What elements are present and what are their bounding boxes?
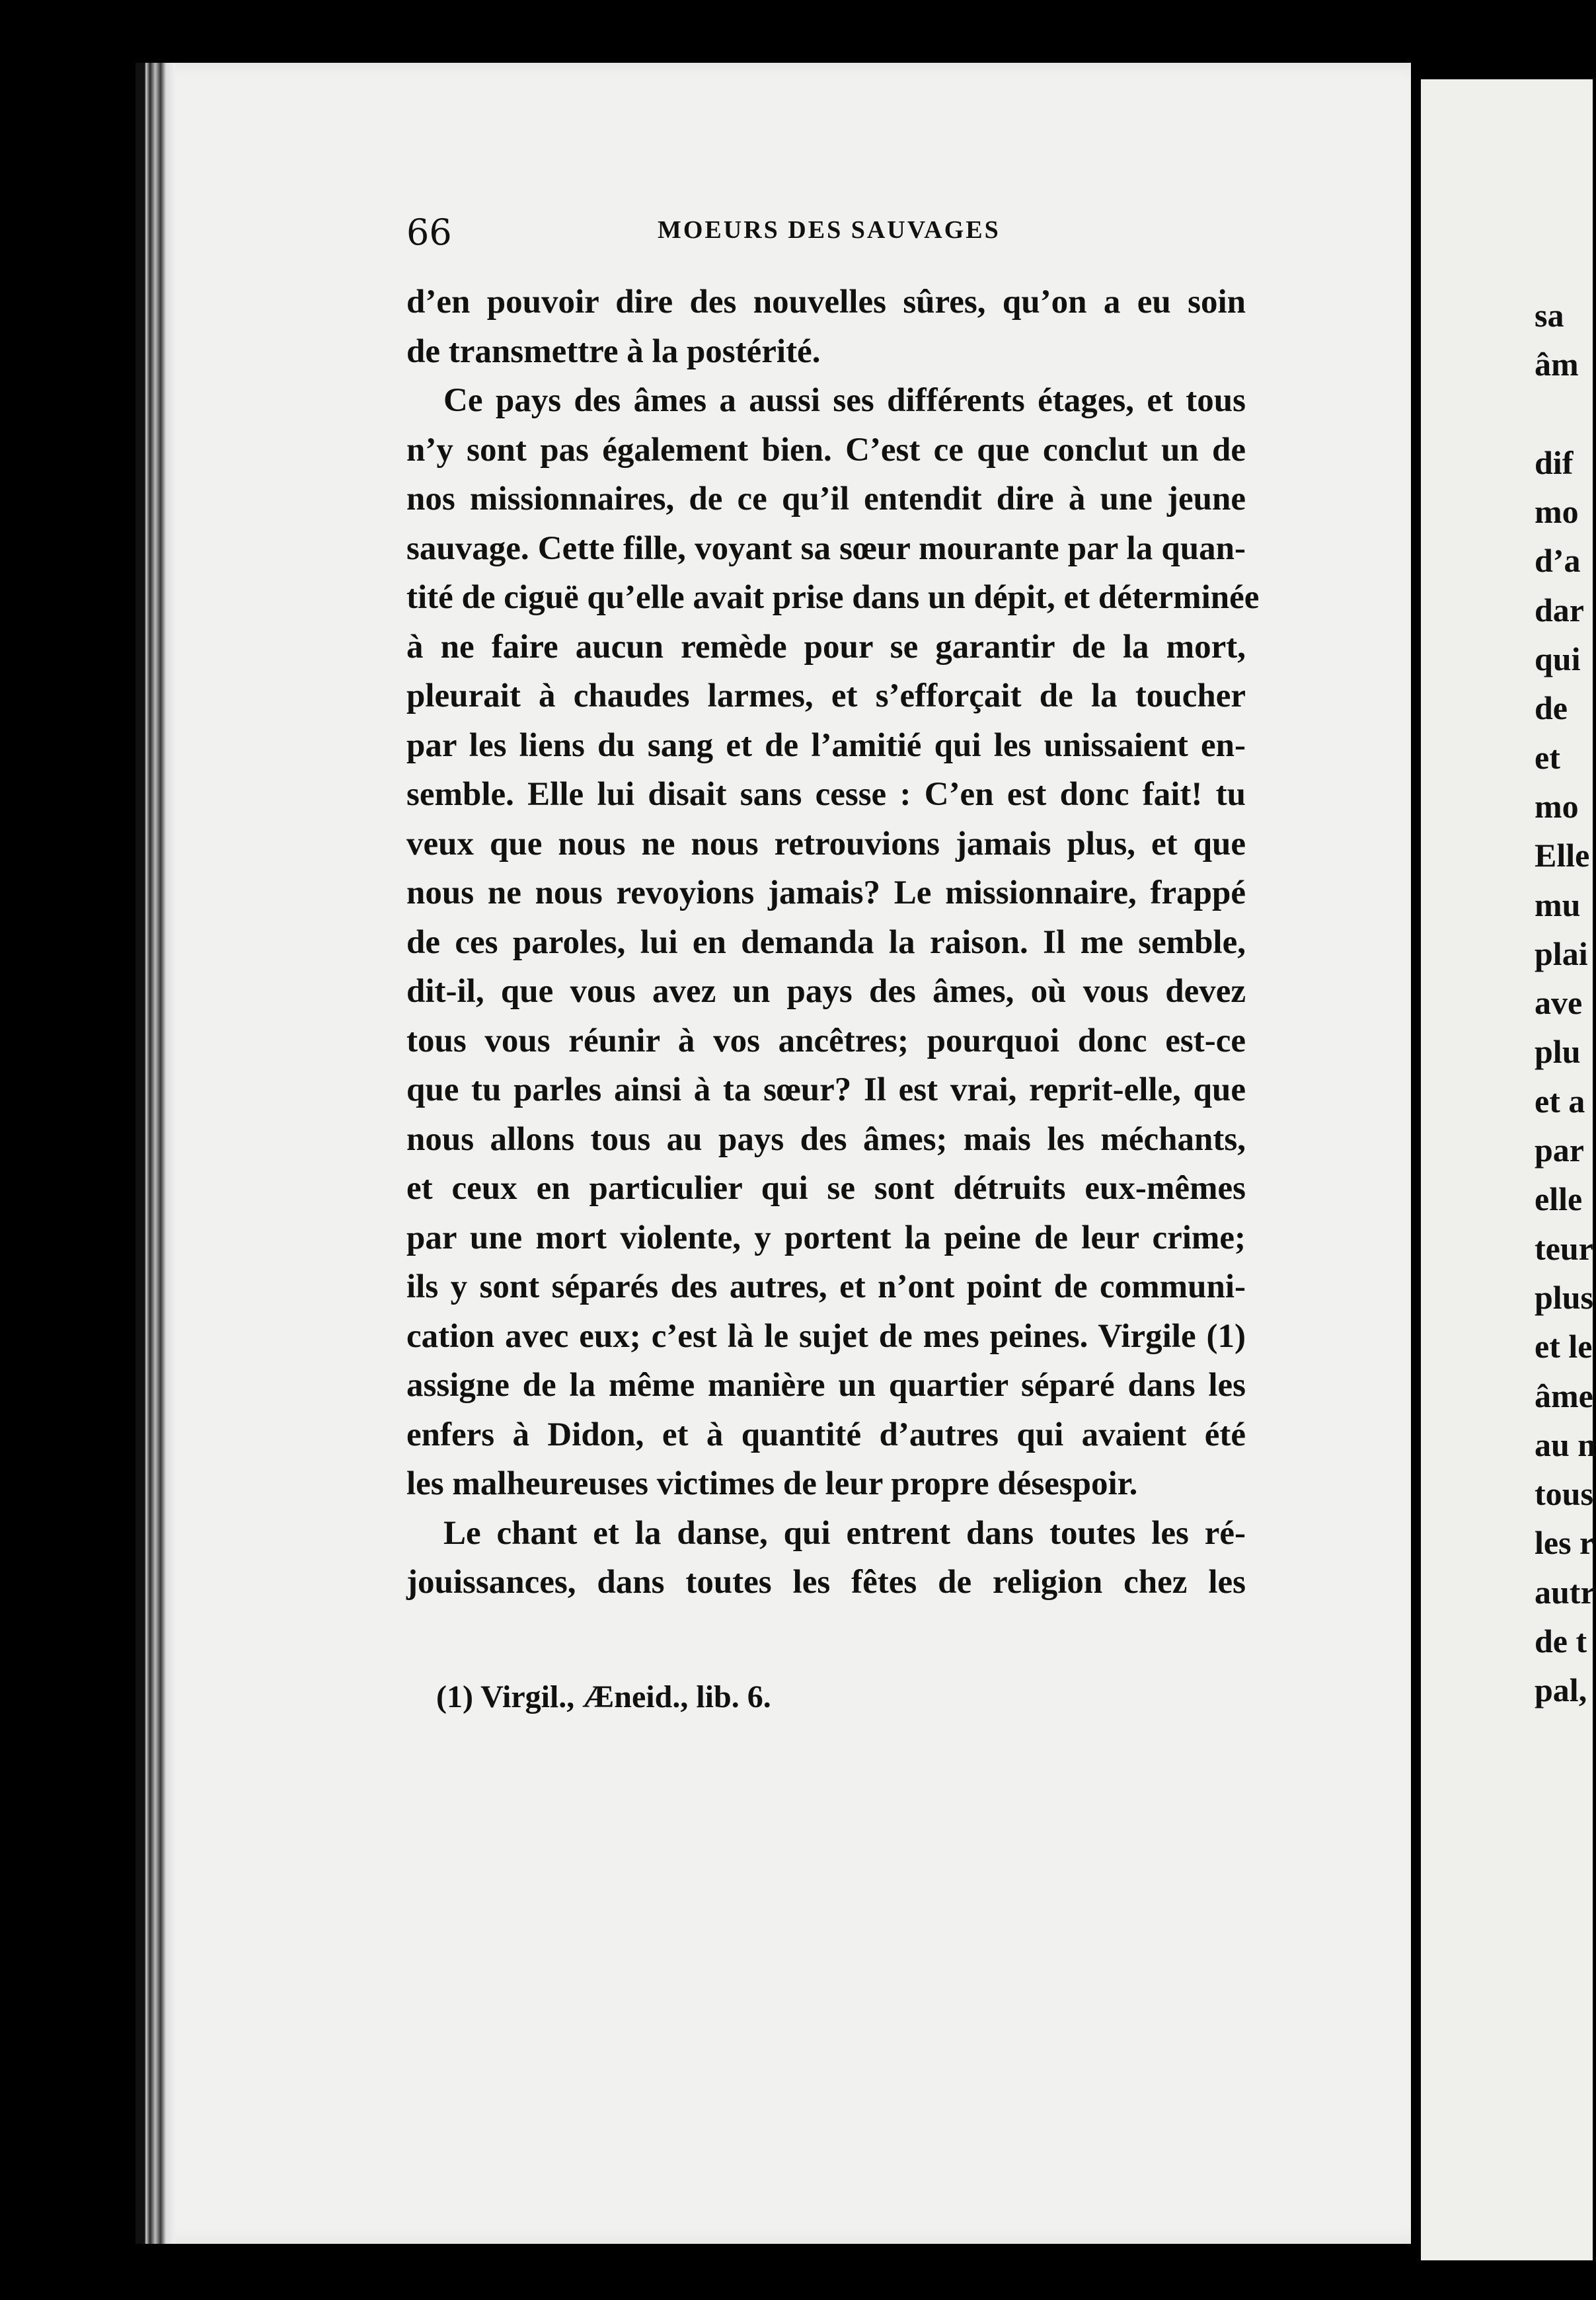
text-line: nous allons tous au pays des âmes; mais les méchants, [406,1120,1246,1158]
facing-fragment: par [1535,1131,1584,1169]
facing-fragment: de [1535,689,1568,727]
text-line: tous vous réunir à vos ancêtres; pourquoi donc est-ce [406,1022,1246,1059]
facing-fragment: dif [1535,443,1574,481]
facing-fragment: âme [1535,1377,1593,1414]
text-line: pleurait à chaudes larmes, et s’efforçait de la toucher [406,677,1246,714]
facing-fragment: au n [1535,1426,1596,1463]
facing-fragment: mo [1535,493,1579,531]
facing-fragment: sa [1535,297,1564,334]
facing-fragment: elle [1535,1180,1583,1218]
book-binding-edge [135,63,175,2244]
facing-page-text-fragments [1535,291,1596,1715]
facing-fragment: ave [1535,984,1583,1022]
paragraph-3 [406,1509,1246,1607]
text-line: enfers à Didon, et à quantité d’autres qui avaient été [406,1416,1246,1453]
text-line: semble. Elle lui disait sans cesse : C’en est donc fait! tu [406,776,1246,813]
text-line: tité de ciguë qu’elle avait prise dans un dépit, et déterminée [406,579,1260,616]
facing-fragment: et le [1535,1328,1593,1365]
facing-fragment: plai [1535,935,1588,972]
body-text [406,278,1260,1607]
text-line: les malheureuses victimes de leur propre désespoir. [406,1465,1138,1502]
facing-fragment: et [1535,738,1560,776]
facing-fragment: tous [1535,1475,1593,1513]
facing-fragment: plus [1535,1278,1593,1316]
facing-fragment: âm [1535,346,1579,383]
facing-fragment [1535,389,1587,438]
facing-fragment: dar [1535,591,1584,629]
text-line: Ce pays des âmes a aussi ses différents étages, et tous [443,382,1246,419]
facing-fragment: Elle [1535,837,1590,874]
text-line: nos missionnaires, de ce qu’il entendit dire à une jeune [406,480,1246,518]
text-line: d’en pouvoir dire des nouvelles sûres, qu’on a eu soin [406,284,1246,321]
facing-fragment: qui [1535,640,1581,678]
facing-fragment: pal, [1535,1671,1587,1709]
text-line: que tu parles ainsi à ta sœur? Il est vrai, reprit-elle, que [406,1071,1246,1108]
text-line: à ne faire aucun remède pour se garantir de la mort, [406,628,1246,666]
facing-fragment: les r [1535,1524,1595,1562]
text-line: et ceux en particulier qui se sont détruits eux-mêmes [406,1170,1246,1207]
text-line: par les liens du sang et de l’amitié qui les unissaient en- [406,726,1246,764]
facing-fragment: et a [1535,1082,1585,1120]
facing-fragment: mo [1535,787,1579,825]
text-line: assigne de la même manière un quartier séparé dans les [406,1367,1246,1404]
running-title: MOEURS DES SAUVAGES [658,216,1001,244]
text-line: veux que nous ne nous retrouvions jamais plus, et que [406,825,1246,862]
text-line: par une mort violente, y portent la peine de leur crime; [406,1219,1246,1256]
page-number: 66 [406,211,452,253]
text-line: de ces paroles, lui en demanda la raison. Il me semble, [406,923,1246,961]
text-line: nous ne nous revoyions jamais? Le missionnaire, frappé [406,874,1246,911]
facing-fragment: autr [1535,1573,1595,1611]
page-header [406,211,1246,264]
facing-fragment: plu [1535,1033,1581,1071]
facing-fragment: teur [1535,1229,1593,1267]
text-line: n’y sont pas également bien. C’est ce que conclut un de [406,431,1246,469]
facing-fragment: mu [1535,886,1581,923]
text-line: jouissances, dans toutes les fêtes de religion chez les [406,1564,1246,1601]
footnote: (1) Virgil., Æneid., lib. 6. [436,1679,771,1714]
facing-fragment: d’a [1535,542,1581,580]
text-line: dit-il, que vous avez un pays des âmes, où vous devez [406,973,1246,1010]
paragraph-2 [406,376,1260,1509]
text-line: sauvage. Cette fille, voyant sa sœur mourante par la quan- [406,529,1246,567]
paragraph-1 [406,278,1246,376]
facing-fragment: de t [1535,1623,1587,1660]
text-line: de transmettre à la postérité. [406,332,821,370]
text-line: cation avec eux; c’est là le sujet de mes peines. Virgile (1) [406,1317,1246,1355]
text-line: Le chant et la danse, qui entrent dans toutes les ré- [443,1514,1246,1552]
text-line: ils y sont séparés des autres, et n’ont point de communi- [406,1268,1246,1305]
